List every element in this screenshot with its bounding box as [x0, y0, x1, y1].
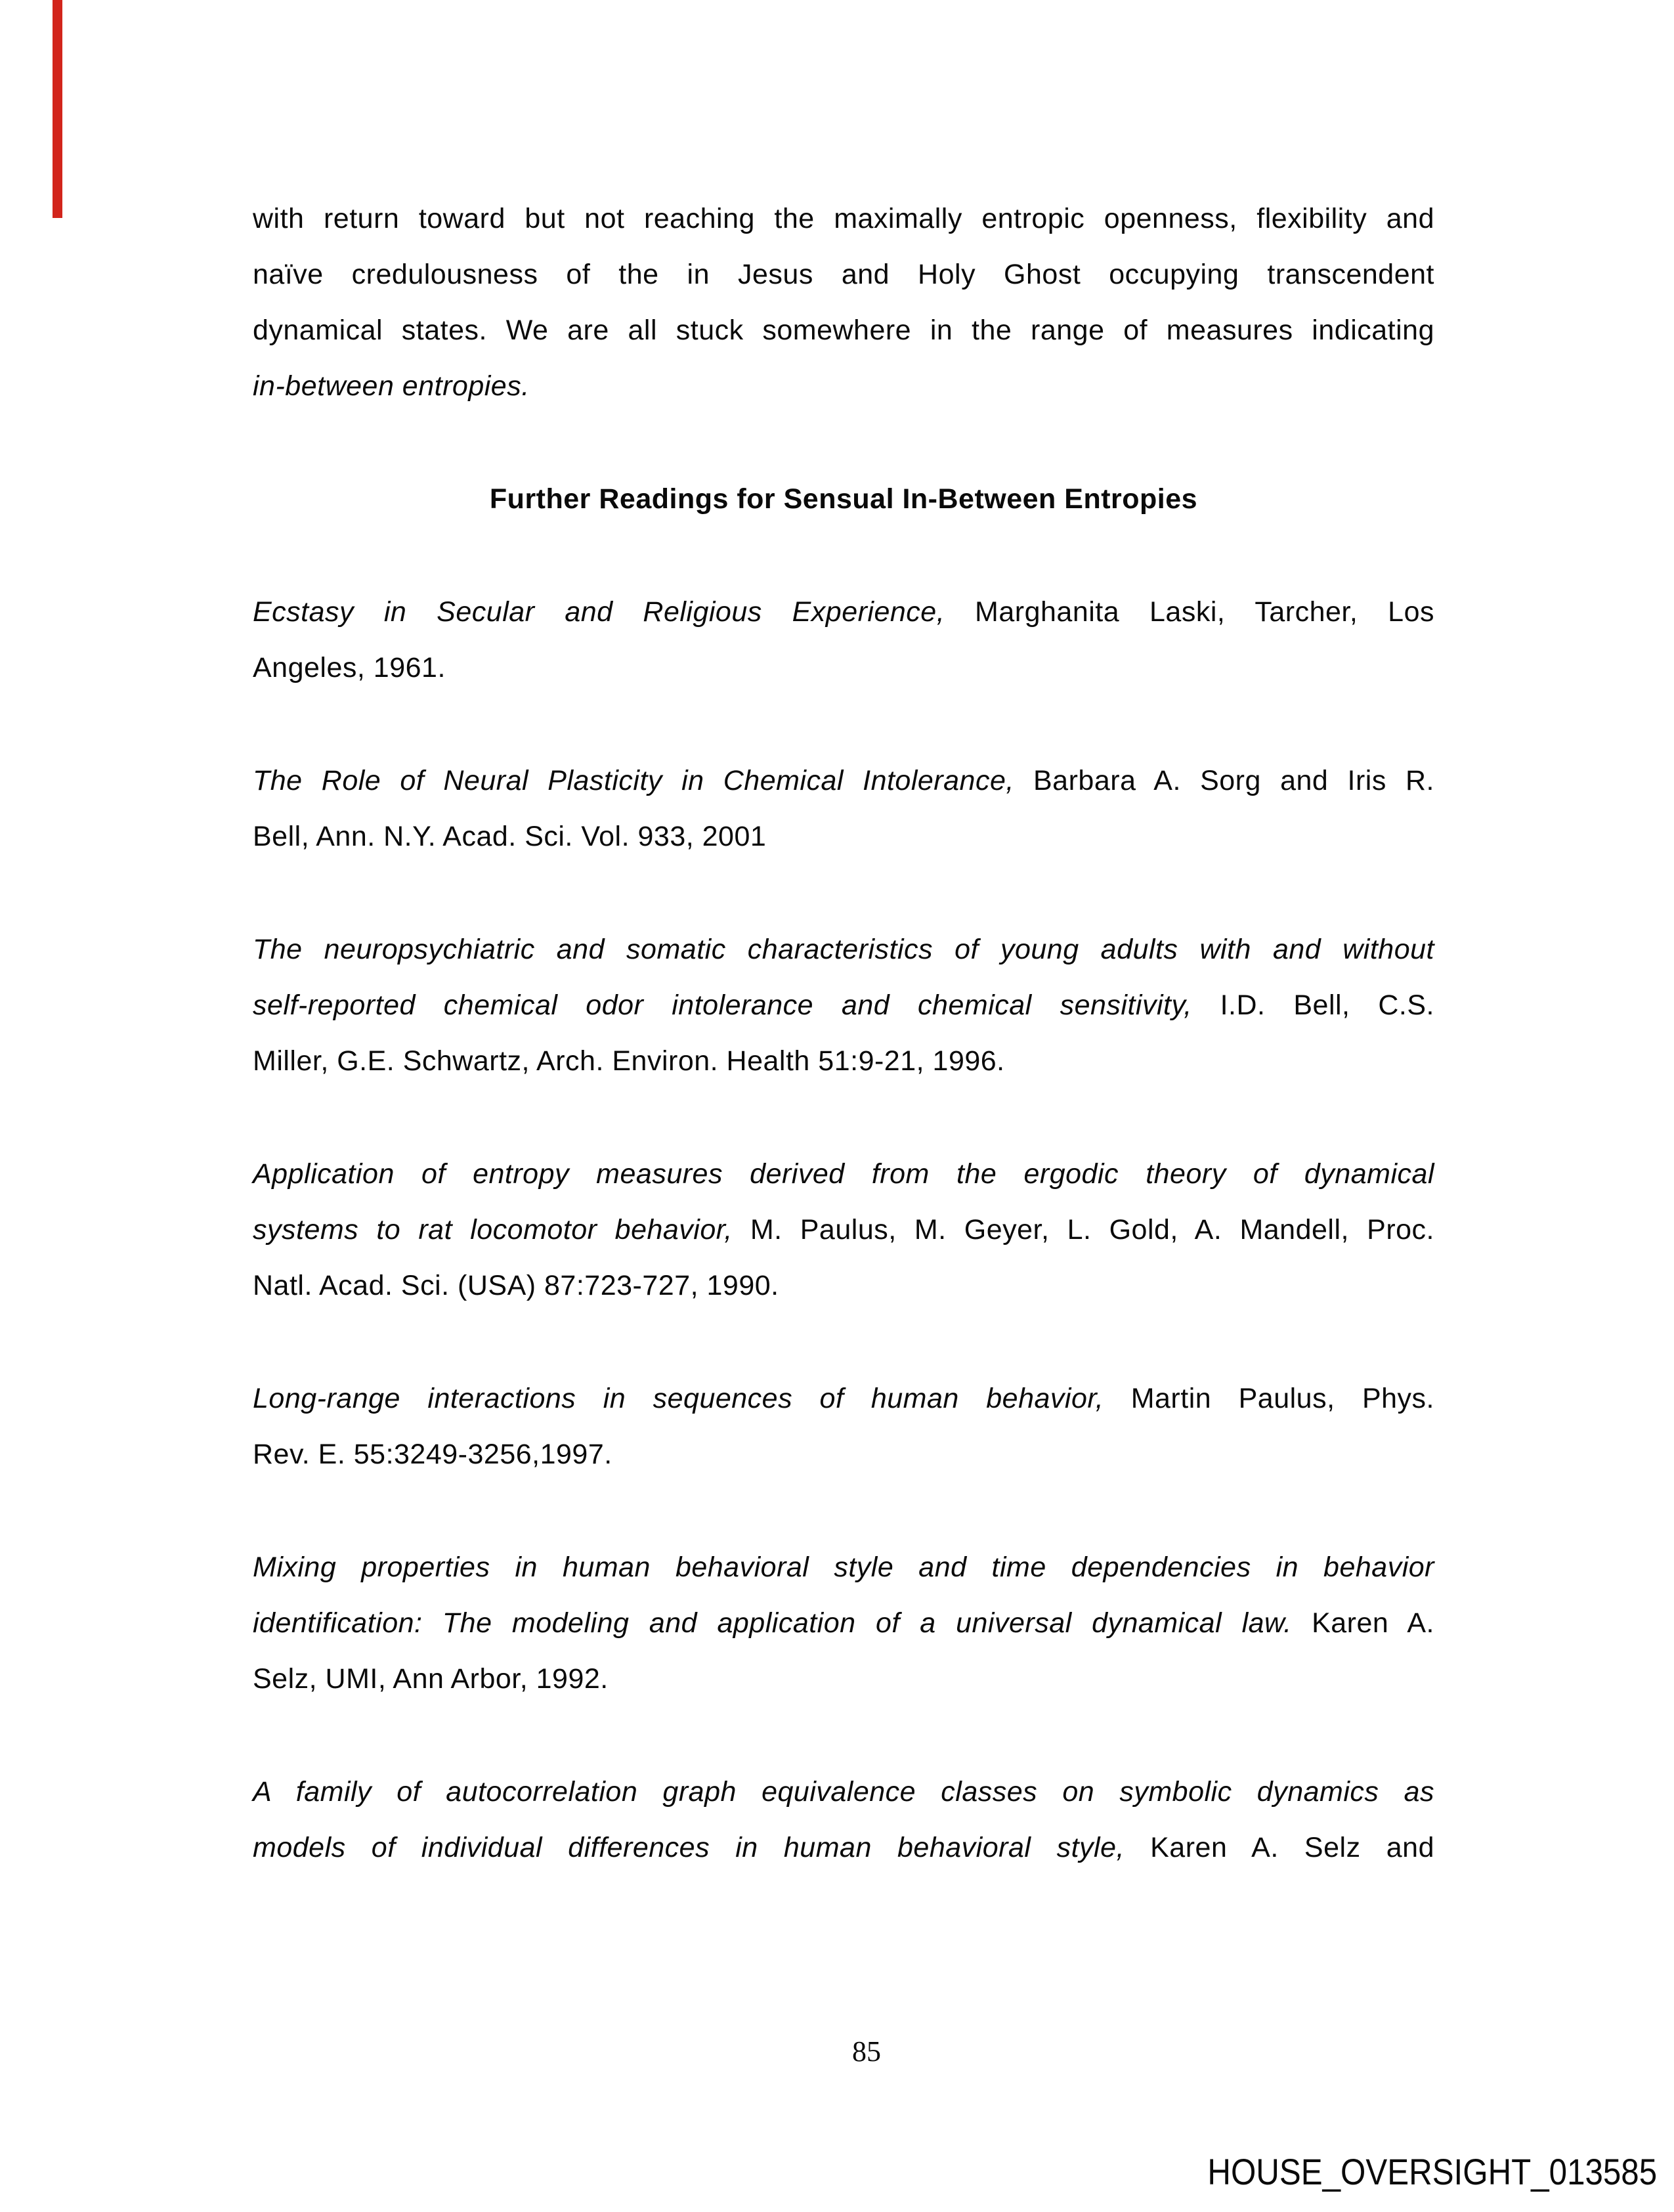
document-text-flow	[253, 191, 1434, 1876]
text-line	[253, 1540, 1434, 1595]
text-segment-regular: Marghanita Laski, Tarcher, Los	[945, 596, 1434, 628]
text-segment-italic: Ecstasy in Secular and Religious Experience,	[253, 596, 945, 628]
text-line	[253, 358, 1434, 414]
text-segment-italic: systems to rat locomotor behavior,	[253, 1214, 733, 1246]
reference-paulus-geyer-gold-mandell	[253, 1146, 1434, 1314]
text-line	[253, 471, 1434, 527]
text-segment-italic: self-reported chemical odor intolerance and chemical sensitivity,	[253, 989, 1192, 1021]
text-segment-regular: Miller, G.E. Schwartz, Arch. Environ. Health 51:9-21, 1996.	[253, 1045, 1005, 1077]
text-line	[253, 584, 1434, 640]
text-segment-regular: dynamical states. We are all stuck somewhere in the range of measures indicating	[253, 314, 1434, 346]
reference-selz-mixing	[253, 1540, 1434, 1707]
reference-selz-autocorrelation	[253, 1764, 1434, 1876]
text-line	[253, 1651, 1434, 1707]
intro-paragraph	[253, 191, 1434, 414]
text-segment-regular: naïve credulousness of the in Jesus and Holy Ghost occupying transcendent	[253, 259, 1434, 290]
text-segment-italic: Application of entropy measures derived from the ergodic theory of dynamical	[253, 1158, 1434, 1190]
text-segment-regular: Selz, UMI, Ann Arbor, 1992.	[253, 1663, 609, 1695]
text-line	[253, 640, 1434, 696]
reference-bell-miller-schwartz	[253, 922, 1434, 1089]
text-line	[253, 922, 1434, 978]
text-segment-italic: in-between entropies.	[253, 370, 530, 402]
text-segment-regular: Bell, Ann. N.Y. Acad. Sci. Vol. 933, 2001	[253, 821, 767, 852]
section-heading	[253, 471, 1434, 527]
text-segment-regular: M. Paulus, M. Geyer, L. Gold, A. Mandell, Proc.	[732, 1214, 1434, 1246]
bates-stamp: HOUSE_OVERSIGHT_013585	[1207, 2151, 1657, 2192]
text-segment-italic: identification: The modeling and application of a universal dynamical law.	[253, 1607, 1292, 1639]
text-line	[253, 809, 1434, 865]
text-line	[253, 191, 1434, 247]
text-segment-bold: Further Readings for Sensual In-Between Entropies	[489, 483, 1198, 515]
text-line	[253, 1258, 1434, 1314]
text-segment-regular: Karen A. Selz and	[1124, 1832, 1434, 1863]
text-segment-regular: Karen A.	[1291, 1607, 1434, 1639]
page-number: 85	[852, 2035, 881, 2068]
text-segment-regular: with return toward but not reaching the maximally entropic openness, flexibility and	[253, 203, 1434, 234]
text-segment-regular: Barbara A. Sorg and Iris R.	[1014, 765, 1434, 796]
text-line	[253, 1595, 1434, 1651]
text-line	[253, 1764, 1434, 1820]
text-segment-regular: I.D. Bell, C.S.	[1191, 989, 1434, 1021]
reference-laski	[253, 584, 1434, 696]
text-segment-italic: The neuropsychiatric and somatic characteristics of young adults with and without	[253, 934, 1434, 965]
text-segment-regular: Martin Paulus, Phys.	[1104, 1383, 1434, 1414]
text-segment-italic: Mixing properties in human behavioral style and time dependencies in behavior	[253, 1551, 1434, 1583]
text-line	[253, 1427, 1434, 1483]
text-segment-italic: models of individual differences in human behavioral style,	[253, 1832, 1125, 1863]
text-segment-regular: Rev. E. 55:3249-3256,1997.	[253, 1439, 612, 1470]
text-segment-italic: A family of autocorrelation graph equivalence classes on symbolic dynamics as	[253, 1776, 1434, 1808]
text-line	[253, 303, 1434, 358]
text-line	[253, 978, 1434, 1033]
text-line	[253, 247, 1434, 303]
reference-paulus-long-range	[253, 1371, 1434, 1483]
text-segment-italic: Long-range interactions in sequences of human behavior,	[253, 1383, 1104, 1414]
reference-sorg-bell	[253, 753, 1434, 865]
text-segment-regular: Angeles, 1961.	[253, 652, 446, 683]
text-segment-regular: Natl. Acad. Sci. (USA) 87:723-727, 1990.	[253, 1270, 779, 1301]
text-line	[253, 1146, 1434, 1202]
text-line	[253, 1033, 1434, 1089]
red-margin-mark	[53, 0, 62, 218]
text-segment-italic: The Role of Neural Plasticity in Chemical Intolerance,	[253, 765, 1014, 796]
text-line	[253, 1202, 1434, 1258]
text-line	[253, 753, 1434, 809]
text-line	[253, 1820, 1434, 1876]
text-line	[253, 1371, 1434, 1427]
